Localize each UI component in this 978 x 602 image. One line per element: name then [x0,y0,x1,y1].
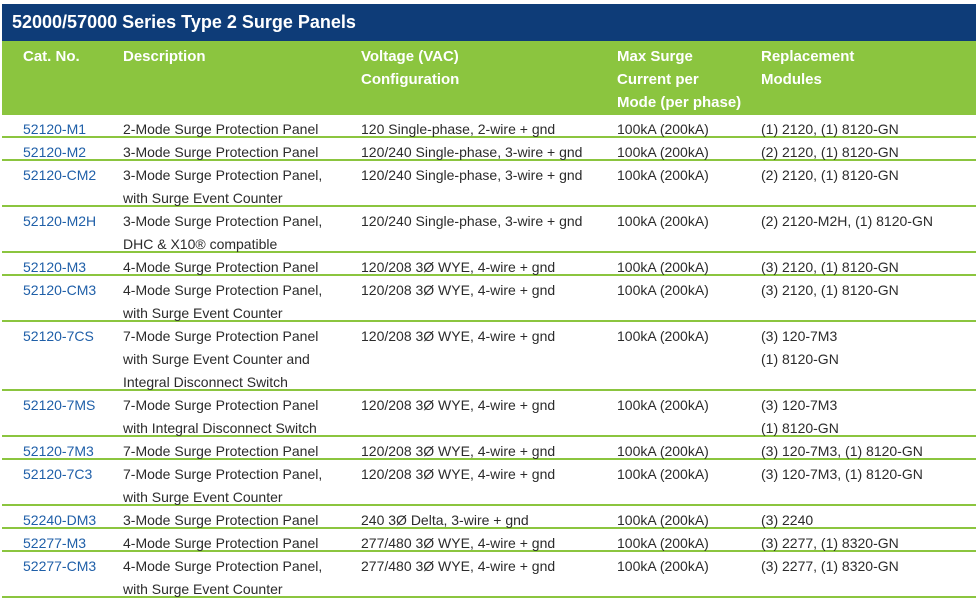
cell-line: (3) 2120, (1) 8120-GN [761,282,899,298]
cell-line: 100kA (200kA) [617,535,709,551]
cell-line: 120 Single-phase, 2-wire + gnd [361,121,556,137]
cell-line: 120/240 Single-phase, 3-wire + gnd [361,167,583,183]
cell-line: (3) 120-7M3 [761,328,838,344]
cell-line: 120/208 3Ø WYE, 4-wire + gnd [361,282,556,298]
cell-line: 4-Mode Surge Protection Panel, [123,282,323,298]
cell-line: 3-Mode Surge Protection Panel, [123,167,323,183]
replacement-cell [761,394,839,440]
cell-line: (3) 2277, (1) 8320-GN [761,558,899,574]
surge-cell [617,210,709,233]
cell-line: 120/240 Single-phase, 3-wire + gnd [361,144,583,160]
table-row [2,460,976,506]
cell-line: 120/208 3Ø WYE, 4-wire + gnd [361,397,556,413]
cell-line: (3) 2120, (1) 8120-GN [761,259,899,275]
cell-line: (3) 120-7M3, (1) 8120-GN [761,443,923,459]
surge-cell [617,394,709,417]
header-line: Modules [761,71,822,88]
table-row [2,437,976,460]
voltage-cell [361,210,582,233]
table-row [2,506,976,529]
cell-line: 100kA (200kA) [617,167,709,183]
cell-line: 277/480 3Ø WYE, 4-wire + gnd [361,535,556,551]
replacement-cell [761,279,899,302]
table-header [2,41,976,115]
cell-line: 100kA (200kA) [617,512,709,528]
description-cell [123,394,318,440]
table-row [2,161,976,207]
cell-line: (3) 2277, (1) 8320-GN [761,535,899,551]
replacement-cell [761,210,933,233]
cat-no-cell: 52120-CM3 [23,282,97,298]
voltage-cell [361,394,555,417]
cell-line: (3) 2240 [761,512,814,528]
cat-no-cell: 52120-7C3 [23,466,93,482]
cell-line: 3-Mode Surge Protection Panel [123,144,319,160]
table-row [2,253,976,276]
cell-line: with Surge Event Counter [123,489,283,505]
cat-no-cell: 52120-M2 [23,144,87,160]
cat-no-cell: 52120-M1 [23,121,87,137]
cell-line: 4-Mode Surge Protection Panel, [123,558,323,574]
table-body [2,115,976,598]
description-cell [123,555,322,601]
description-cell [123,210,322,256]
cell-line: 100kA (200kA) [617,328,709,344]
cell-line: (2) 2120-M2H, (1) 8120-GN [761,213,933,229]
cell-line: with Surge Event Counter [123,581,283,597]
table-row [2,322,976,391]
header-line: Mode (per phase) [617,94,742,111]
cell-line: with Integral Disconnect Switch [123,420,317,436]
header-cat-no [23,45,80,68]
description-cell [123,279,322,325]
cell-line: 100kA (200kA) [617,213,709,229]
table-row [2,391,976,437]
cat-no-cell: 52277-CM3 [23,558,97,574]
replacement-cell [761,463,923,486]
voltage-cell [361,463,555,486]
table-row [2,552,976,598]
cat-no-cell: 52240-DM3 [23,512,97,528]
cell-line: (1) 8120-GN [761,420,839,436]
header-line: Cat. No. [23,48,80,65]
header-line: Max Surge [617,48,693,65]
description-cell [123,325,318,394]
replacement-cell [761,164,899,187]
header-description [123,45,206,68]
cat-no-cell: 52120-M3 [23,259,87,275]
voltage-cell [361,325,555,348]
cell-line: with Surge Event Counter [123,305,283,321]
replacement-cell [761,555,899,578]
cell-line: 7-Mode Surge Protection Panel [123,443,319,459]
cell-line: 240 3Ø Delta, 3-wire + gnd [361,512,529,528]
cell-line: (1) 2120, (1) 8120-GN [761,121,899,137]
cell-line: 100kA (200kA) [617,282,709,298]
table-row [2,207,976,253]
cell-line: 120/208 3Ø WYE, 4-wire + gnd [361,328,556,344]
description-cell [123,463,322,509]
cell-line: (3) 120-7M3 [761,397,838,413]
description-cell [123,164,322,210]
surge-cell [617,555,709,578]
cell-line: 4-Mode Surge Protection Panel [123,535,319,551]
cat-no-cell: 52120-M2H [23,213,97,229]
surge-cell [617,463,709,486]
surge-cell [617,164,709,187]
table-row [2,115,976,138]
cat-no-cell: 52120-7CS [23,328,94,344]
header-line: Configuration [361,71,460,88]
table-row [2,138,976,161]
cell-line: with Surge Event Counter [123,190,283,206]
header-line: Replacement [761,48,855,65]
cat-no-cell: 52120-7MS [23,397,96,413]
cat-no-cell: 52120-7M3 [23,443,94,459]
header-replacement [761,45,854,91]
cell-line: 3-Mode Surge Protection Panel, [123,213,323,229]
header-voltage [361,45,459,91]
header-line: Current per [617,71,699,88]
cell-line: 100kA (200kA) [617,121,709,137]
cell-line: 100kA (200kA) [617,443,709,459]
cell-line: 7-Mode Surge Protection Panel [123,397,319,413]
cell-line: 277/480 3Ø WYE, 4-wire + gnd [361,558,556,574]
header-line: Description [123,48,206,65]
cell-line: 120/208 3Ø WYE, 4-wire + gnd [361,443,556,459]
table-title: 52000/57000 Series Type 2 Surge Panels [2,4,976,41]
cell-line: 4-Mode Surge Protection Panel [123,259,319,275]
cell-line: (2) 2120, (1) 8120-GN [761,144,899,160]
cat-no-cell: 52120-CM2 [23,167,97,183]
table-row [2,276,976,322]
voltage-cell [361,164,582,187]
cell-line: 120/208 3Ø WYE, 4-wire + gnd [361,466,556,482]
header-line: Voltage (VAC) [361,48,459,65]
cell-line: 100kA (200kA) [617,397,709,413]
surge-cell [617,325,709,348]
cell-line: DHC & X10® compatible [123,236,278,252]
cell-line: (2) 2120, (1) 8120-GN [761,167,899,183]
cell-line: (3) 120-7M3, (1) 8120-GN [761,466,923,482]
table-row [2,529,976,552]
cell-line: 100kA (200kA) [617,466,709,482]
cell-line: 3-Mode Surge Protection Panel [123,512,319,528]
cell-line: 100kA (200kA) [617,144,709,160]
cell-line: with Surge Event Counter and [123,351,310,367]
header-max-surge [617,45,741,114]
cell-line: Integral Disconnect Switch [123,374,288,390]
cell-line: (1) 8120-GN [761,351,839,367]
cell-line: 100kA (200kA) [617,558,709,574]
cell-line: 100kA (200kA) [617,259,709,275]
surge-cell [617,279,709,302]
voltage-cell [361,279,555,302]
cell-line: 2-Mode Surge Protection Panel [123,121,319,137]
cat-no-cell: 52277-M3 [23,535,87,551]
cell-line: 7-Mode Surge Protection Panel [123,328,319,344]
cell-line: 120/240 Single-phase, 3-wire + gnd [361,213,583,229]
voltage-cell [361,555,555,578]
cell-line: 7-Mode Surge Protection Panel, [123,466,323,482]
replacement-cell [761,325,839,371]
cell-line: 120/208 3Ø WYE, 4-wire + gnd [361,259,556,275]
